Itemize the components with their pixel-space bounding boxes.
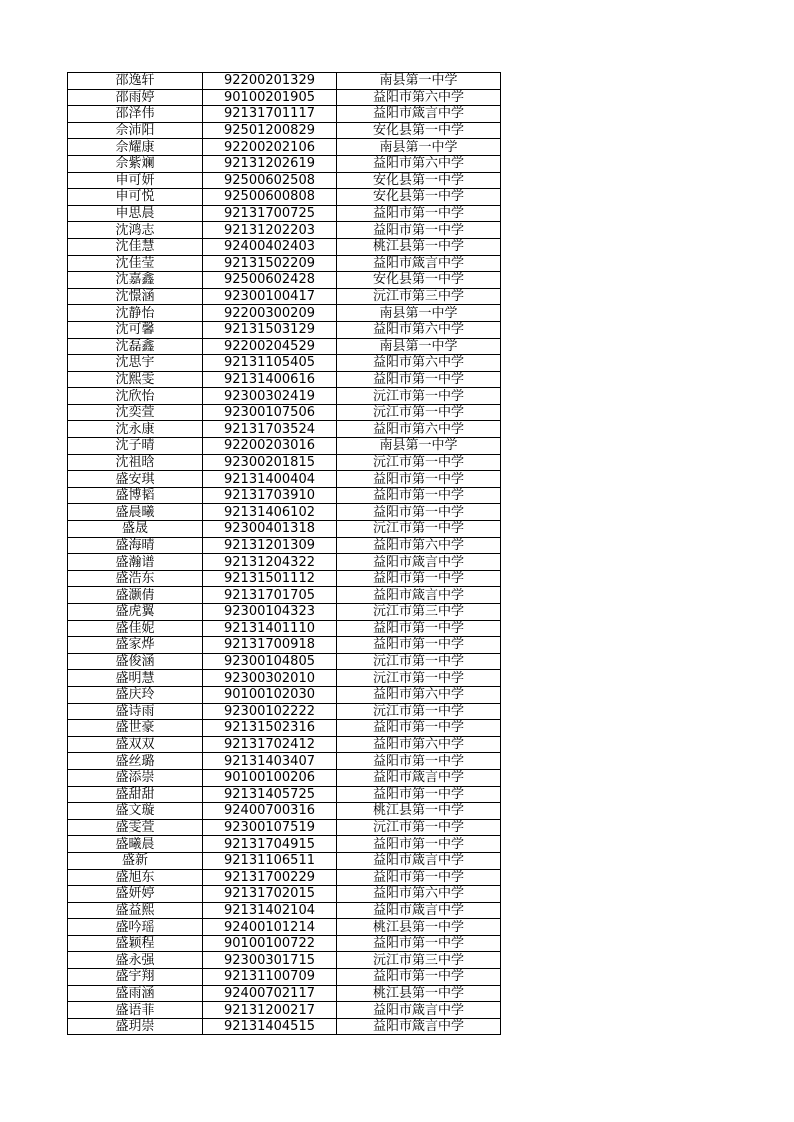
school-name-cell: 益阳市第六中学 — [337, 321, 501, 338]
student-table-body — [68, 73, 501, 1035]
exam-number-cell: 92300104805 — [203, 653, 337, 670]
exam-number-cell: 92131106511 — [203, 852, 337, 869]
school-name-cell: 益阳市第一中学 — [337, 371, 501, 388]
student-name-cell: 沈可馨 — [68, 321, 203, 338]
exam-number-cell: 92131401110 — [203, 620, 337, 637]
school-name-cell: 沅江市第一中学 — [337, 819, 501, 836]
exam-number-cell: 92131503129 — [203, 321, 337, 338]
student-name-cell: 沈熙雯 — [68, 371, 203, 388]
school-name-cell: 益阳市第六中学 — [337, 155, 501, 172]
exam-number-cell: 92131201309 — [203, 537, 337, 554]
school-name-cell: 益阳市箴言中学 — [337, 769, 501, 786]
exam-number-cell: 92131204322 — [203, 554, 337, 571]
table-row — [68, 902, 501, 919]
exam-number-cell: 92131700229 — [203, 869, 337, 886]
school-name-cell: 益阳市第一中学 — [337, 969, 501, 986]
table-row — [68, 238, 501, 255]
student-name-cell: 盛博韬 — [68, 487, 203, 504]
table-row — [68, 554, 501, 571]
school-name-cell: 益阳市第一中学 — [337, 869, 501, 886]
exam-number-cell: 92501200829 — [203, 122, 337, 139]
table-row — [68, 720, 501, 737]
exam-number-cell: 92131405725 — [203, 786, 337, 803]
school-name-cell: 益阳市第一中学 — [337, 504, 501, 521]
exam-number-cell: 92200204529 — [203, 338, 337, 355]
table-row — [68, 570, 501, 587]
exam-number-cell: 92131501112 — [203, 570, 337, 587]
student-name-cell: 申思晨 — [68, 205, 203, 222]
school-name-cell: 益阳市第六中学 — [337, 421, 501, 438]
school-name-cell: 安化县第一中学 — [337, 189, 501, 206]
exam-number-cell: 92131200217 — [203, 1002, 337, 1019]
exam-number-cell: 92131700918 — [203, 637, 337, 654]
school-name-cell: 沅江市第三中学 — [337, 952, 501, 969]
school-name-cell: 益阳市箴言中学 — [337, 106, 501, 123]
table-row — [68, 919, 501, 936]
table-row — [68, 686, 501, 703]
student-name-cell: 沈祖晗 — [68, 454, 203, 471]
exam-number-cell: 92300107519 — [203, 819, 337, 836]
table-row — [68, 670, 501, 687]
school-name-cell: 桃江县第一中学 — [337, 803, 501, 820]
exam-number-cell: 92131502316 — [203, 720, 337, 737]
exam-number-cell: 92131703910 — [203, 487, 337, 504]
student-name-cell: 盛晟 — [68, 521, 203, 538]
student-name-cell: 盛新 — [68, 852, 203, 869]
table-row — [68, 869, 501, 886]
exam-number-cell: 92200201329 — [203, 73, 337, 90]
student-name-cell: 沈永康 — [68, 421, 203, 438]
table-row — [68, 1002, 501, 1019]
table-row — [68, 321, 501, 338]
student-name-cell: 沈磊鑫 — [68, 338, 203, 355]
student-name-cell: 盛世豪 — [68, 720, 203, 737]
student-name-cell: 盛雯萱 — [68, 819, 203, 836]
student-name-cell: 佘沛阳 — [68, 122, 203, 139]
school-name-cell: 益阳市箴言中学 — [337, 255, 501, 272]
student-name-cell: 沈憬涵 — [68, 288, 203, 305]
exam-number-cell: 92131406102 — [203, 504, 337, 521]
table-row — [68, 935, 501, 952]
table-row — [68, 355, 501, 372]
student-name-cell: 申可悦 — [68, 189, 203, 206]
student-name-cell: 盛家烨 — [68, 637, 203, 654]
student-name-cell: 盛吟瑶 — [68, 919, 203, 936]
table-row — [68, 736, 501, 753]
table-row — [68, 288, 501, 305]
table-row — [68, 985, 501, 1002]
table-row — [68, 338, 501, 355]
student-name-cell: 盛灏倩 — [68, 587, 203, 604]
student-name-cell: 盛瀚谱 — [68, 554, 203, 571]
school-name-cell: 益阳市第六中学 — [337, 355, 501, 372]
school-name-cell: 益阳市箴言中学 — [337, 554, 501, 571]
table-row — [68, 305, 501, 322]
table-row — [68, 587, 501, 604]
student-name-cell: 沈嘉鑫 — [68, 272, 203, 289]
table-row — [68, 438, 501, 455]
school-name-cell: 益阳市第一中学 — [337, 935, 501, 952]
table-row — [68, 388, 501, 405]
student-name-cell: 盛双双 — [68, 736, 203, 753]
school-name-cell: 益阳市第一中学 — [337, 620, 501, 637]
exam-number-cell: 92500600808 — [203, 189, 337, 206]
exam-number-cell: 92131202203 — [203, 222, 337, 239]
student-name-cell: 盛文璇 — [68, 803, 203, 820]
school-name-cell: 南县第一中学 — [337, 438, 501, 455]
student-name-cell: 盛宇翔 — [68, 969, 203, 986]
exam-number-cell: 92131502209 — [203, 255, 337, 272]
exam-number-cell: 92131400404 — [203, 471, 337, 488]
student-name-cell: 沈奕萱 — [68, 404, 203, 421]
student-name-cell: 盛安琪 — [68, 471, 203, 488]
table-row — [68, 272, 501, 289]
table-row — [68, 803, 501, 820]
student-name-cell: 盛益熙 — [68, 902, 203, 919]
table-row — [68, 172, 501, 189]
student-name-cell: 盛丝璐 — [68, 753, 203, 770]
school-name-cell: 益阳市箴言中学 — [337, 1018, 501, 1035]
school-name-cell: 益阳市第一中学 — [337, 205, 501, 222]
table-row — [68, 637, 501, 654]
school-name-cell: 益阳市第一中学 — [337, 570, 501, 587]
school-name-cell: 沅江市第一中学 — [337, 404, 501, 421]
exam-number-cell: 90100100722 — [203, 935, 337, 952]
table-row — [68, 969, 501, 986]
table-row — [68, 404, 501, 421]
exam-number-cell: 92300302419 — [203, 388, 337, 405]
student-name-cell: 盛曦晨 — [68, 836, 203, 853]
exam-number-cell: 90100201905 — [203, 89, 337, 106]
table-row — [68, 189, 501, 206]
table-row — [68, 786, 501, 803]
school-name-cell: 沅江市第一中学 — [337, 388, 501, 405]
student-name-cell: 沈思宇 — [68, 355, 203, 372]
school-name-cell: 益阳市第一中学 — [337, 786, 501, 803]
table-row — [68, 255, 501, 272]
exam-number-cell: 92300107506 — [203, 404, 337, 421]
school-name-cell: 益阳市第一中学 — [337, 487, 501, 504]
exam-number-cell: 92200300209 — [203, 305, 337, 322]
exam-number-cell: 92131400616 — [203, 371, 337, 388]
school-name-cell: 益阳市第一中学 — [337, 836, 501, 853]
exam-number-cell: 92131100709 — [203, 969, 337, 986]
exam-number-cell: 92300302010 — [203, 670, 337, 687]
table-row — [68, 1018, 501, 1035]
table-row — [68, 521, 501, 538]
student-name-cell: 盛诗雨 — [68, 703, 203, 720]
table-row — [68, 454, 501, 471]
exam-number-cell: 92300401318 — [203, 521, 337, 538]
school-name-cell: 桃江县第一中学 — [337, 238, 501, 255]
exam-number-cell: 92500602428 — [203, 272, 337, 289]
table-row — [68, 155, 501, 172]
school-name-cell: 安化县第一中学 — [337, 172, 501, 189]
table-row — [68, 604, 501, 621]
school-name-cell: 桃江县第一中学 — [337, 985, 501, 1002]
exam-number-cell: 92400402403 — [203, 238, 337, 255]
table-row — [68, 421, 501, 438]
school-name-cell: 沅江市第一中学 — [337, 521, 501, 538]
student-name-cell: 申可妍 — [68, 172, 203, 189]
exam-number-cell: 92200203016 — [203, 438, 337, 455]
student-name-cell: 盛妍婷 — [68, 886, 203, 903]
exam-number-cell: 92131704915 — [203, 836, 337, 853]
table-row — [68, 819, 501, 836]
school-name-cell: 益阳市第六中学 — [337, 886, 501, 903]
exam-number-cell: 92131404515 — [203, 1018, 337, 1035]
school-name-cell: 安化县第一中学 — [337, 122, 501, 139]
exam-number-cell: 92131202619 — [203, 155, 337, 172]
student-name-cell: 盛虎翼 — [68, 604, 203, 621]
table-row — [68, 952, 501, 969]
exam-number-cell: 92131700725 — [203, 205, 337, 222]
student-name-cell: 佘耀康 — [68, 139, 203, 156]
student-name-cell: 邵雨婷 — [68, 89, 203, 106]
table-row — [68, 371, 501, 388]
student-name-cell: 盛俊涵 — [68, 653, 203, 670]
exam-number-cell: 92300100417 — [203, 288, 337, 305]
school-name-cell: 益阳市第六中学 — [337, 537, 501, 554]
student-name-cell: 盛雨涵 — [68, 985, 203, 1002]
student-name-cell: 盛庆玲 — [68, 686, 203, 703]
exam-number-cell: 92131403407 — [203, 753, 337, 770]
table-row — [68, 222, 501, 239]
exam-number-cell: 92131402104 — [203, 902, 337, 919]
student-name-cell: 盛语菲 — [68, 1002, 203, 1019]
school-name-cell: 益阳市箴言中学 — [337, 587, 501, 604]
table-row — [68, 769, 501, 786]
school-name-cell: 桃江县第一中学 — [337, 919, 501, 936]
school-name-cell: 南县第一中学 — [337, 338, 501, 355]
school-name-cell: 沅江市第一中学 — [337, 653, 501, 670]
table-row — [68, 537, 501, 554]
exam-number-cell: 92131105405 — [203, 355, 337, 372]
student-name-cell: 邵逸轩 — [68, 73, 203, 90]
school-name-cell: 南县第一中学 — [337, 139, 501, 156]
exam-number-cell: 90100100206 — [203, 769, 337, 786]
table-row — [68, 106, 501, 123]
exam-number-cell: 92300104323 — [203, 604, 337, 621]
school-name-cell: 益阳市箴言中学 — [337, 1002, 501, 1019]
school-name-cell: 益阳市第六中学 — [337, 686, 501, 703]
table-row — [68, 703, 501, 720]
school-name-cell: 益阳市第六中学 — [337, 89, 501, 106]
school-name-cell: 沅江市第三中学 — [337, 288, 501, 305]
student-name-cell: 盛海晴 — [68, 537, 203, 554]
school-name-cell: 益阳市第六中学 — [337, 736, 501, 753]
student-name-cell: 沈欣怡 — [68, 388, 203, 405]
exam-number-cell: 92300301715 — [203, 952, 337, 969]
student-name-cell: 盛明慧 — [68, 670, 203, 687]
school-name-cell: 益阳市第一中学 — [337, 471, 501, 488]
student-name-cell: 盛浩东 — [68, 570, 203, 587]
student-name-cell: 邵泽伟 — [68, 106, 203, 123]
student-name-cell: 盛甜甜 — [68, 786, 203, 803]
table-row — [68, 504, 501, 521]
exam-number-cell: 92131701117 — [203, 106, 337, 123]
table-row — [68, 89, 501, 106]
student-name-cell: 盛玥崇 — [68, 1018, 203, 1035]
table-row — [68, 487, 501, 504]
table-row — [68, 122, 501, 139]
exam-number-cell: 92131702412 — [203, 736, 337, 753]
school-name-cell: 沅江市第一中学 — [337, 703, 501, 720]
table-row — [68, 653, 501, 670]
exam-number-cell: 92400700316 — [203, 803, 337, 820]
student-table — [67, 72, 501, 1035]
school-name-cell: 沅江市第三中学 — [337, 604, 501, 621]
exam-number-cell: 92500602508 — [203, 172, 337, 189]
student-name-cell: 沈鸿志 — [68, 222, 203, 239]
exam-number-cell: 92131702015 — [203, 886, 337, 903]
school-name-cell: 沅江市第一中学 — [337, 454, 501, 471]
student-name-cell: 盛旭东 — [68, 869, 203, 886]
student-name-cell: 盛添崇 — [68, 769, 203, 786]
table-row — [68, 205, 501, 222]
student-name-cell: 盛晨曦 — [68, 504, 203, 521]
school-name-cell: 益阳市第一中学 — [337, 753, 501, 770]
exam-number-cell: 90100102030 — [203, 686, 337, 703]
exam-number-cell: 92300102222 — [203, 703, 337, 720]
exam-number-cell: 92131703524 — [203, 421, 337, 438]
student-name-cell: 盛颖程 — [68, 935, 203, 952]
school-name-cell: 益阳市第一中学 — [337, 720, 501, 737]
student-name-cell: 沈佳莹 — [68, 255, 203, 272]
exam-number-cell: 92400101214 — [203, 919, 337, 936]
student-name-cell: 盛永强 — [68, 952, 203, 969]
school-name-cell: 安化县第一中学 — [337, 272, 501, 289]
school-name-cell: 益阳市箴言中学 — [337, 902, 501, 919]
student-name-cell: 盛佳妮 — [68, 620, 203, 637]
school-name-cell: 沅江市第一中学 — [337, 670, 501, 687]
school-name-cell: 益阳市第一中学 — [337, 637, 501, 654]
student-name-cell: 沈佳慧 — [68, 238, 203, 255]
exam-number-cell: 92300201815 — [203, 454, 337, 471]
table-row — [68, 886, 501, 903]
table-row — [68, 852, 501, 869]
exam-number-cell: 92200202106 — [203, 139, 337, 156]
table-row — [68, 73, 501, 90]
table-row — [68, 620, 501, 637]
table-row — [68, 471, 501, 488]
school-name-cell: 益阳市第一中学 — [337, 222, 501, 239]
table-row — [68, 836, 501, 853]
exam-number-cell: 92131701705 — [203, 587, 337, 604]
student-name-cell: 沈静怡 — [68, 305, 203, 322]
student-name-cell: 佘紫斓 — [68, 155, 203, 172]
student-name-cell: 沈子晴 — [68, 438, 203, 455]
table-row — [68, 139, 501, 156]
school-name-cell: 南县第一中学 — [337, 73, 501, 90]
exam-number-cell: 92400702117 — [203, 985, 337, 1002]
table-row — [68, 753, 501, 770]
school-name-cell: 南县第一中学 — [337, 305, 501, 322]
school-name-cell: 益阳市箴言中学 — [337, 852, 501, 869]
